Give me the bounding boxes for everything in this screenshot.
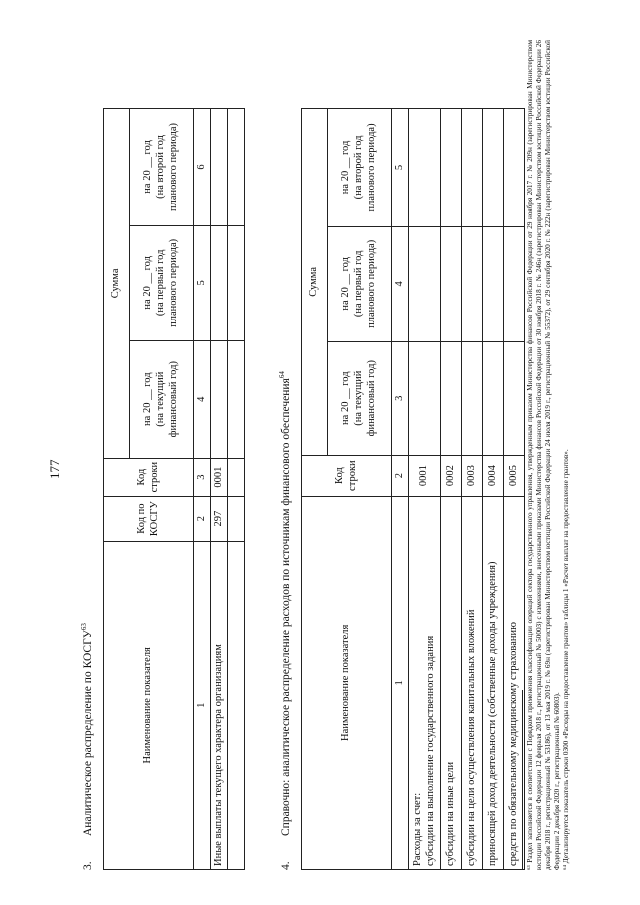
section4-number: 4. (279, 861, 292, 870)
row-kosgu: 297 (211, 496, 228, 541)
row-first-value (211, 225, 228, 340)
header-sum: Сумма (104, 109, 130, 459)
footnote-ref-64: 64 (278, 371, 286, 379)
row-name: субсидии на иные цели (441, 496, 462, 869)
table-row (211, 109, 228, 870)
section4-heading (278, 371, 292, 870)
column-number-row: 1 2 3 4 5 6 (194, 109, 211, 870)
row-code: 0001 (409, 455, 441, 496)
row-code: 0001 (211, 458, 228, 496)
section3-heading (80, 623, 94, 870)
row-name: приносящей доход деятельности (собственные доходы учреждения) (483, 496, 504, 869)
table-row (409, 109, 441, 870)
section3-number: 3. (81, 861, 94, 870)
footnote-63: ⁶³ Раздел заполняется в соответствии с Порядком применения классификации операций сектора государственного управления, утвержденным приказом Министерства финансов Российской Федерации от 29 ноября 2017 г. № 209н (зарегистрирован Министерством юстиции Российской Федерации 12 февраля 2018 г., регистрационный № 50003) с изменениями, внесенными приказами Министерства финансов Российской Федерации от 30 ноября 2018 г. № 246н (зарегистрирован Министерством юстиции Российской Федерации 26 декабря 2018 г., регистрационный № 53186), от 13 мая 2019 г. № 69н (зарегистрирован Министерством юстиции Российской Федерации 24 июля 2019 г., регистрационный № 55372), от 29 сентября 2020 г. № 222н (зарегистрирован Министерством юстиции Российской Федерации 2 декабря 2020 г., регистрационный № 60803). (526, 40, 561, 870)
header-first-plan-year: на 20 __ год (на первый год планового периода) (130, 225, 194, 340)
column-number-row: 1 2 3 4 5 (392, 109, 409, 870)
header-name: Наименование показателя (302, 496, 392, 869)
row-name: Иные выплаты текущего характера организациям (211, 541, 228, 869)
row-current-value (211, 340, 228, 458)
table-row-empty (228, 109, 245, 870)
header-row-code: Код строки (302, 455, 392, 496)
header-name: Наименование показателя (104, 541, 194, 869)
row-name: субсидии на цели осуществления капитальных вложений (462, 496, 483, 869)
header-row-code: Код строки (104, 458, 194, 496)
table-row (441, 109, 462, 870)
row-code: 0004 (483, 455, 504, 496)
row-second-value (211, 109, 228, 226)
row-code: 0003 (462, 455, 483, 496)
header-second-plan-year: на 20 __ год (на второй год планового периода) (328, 109, 392, 227)
row-code: 0005 (504, 455, 525, 496)
section3-title: Аналитическое распределение по КОСГУ (81, 630, 94, 836)
row-name: средств по обязательному медицинскому страхованию (504, 496, 525, 869)
header-second-plan-year: на 20 __ год (на второй год планового периода) (130, 109, 194, 226)
header-current-year: на 20 __ год (на текущий финансовый год) (328, 341, 392, 455)
page-number: 177 (47, 459, 62, 479)
kosgu-table (103, 108, 245, 870)
table-row (483, 109, 504, 870)
footnote-divider (522, 690, 523, 870)
header-kosgu: Код по КОСГУ (104, 496, 194, 541)
table-row (462, 109, 483, 870)
footnotes (526, 40, 571, 870)
header-current-year: на 20 __ год (на текущий финансовый год) (130, 340, 194, 458)
footnote-64: ⁶⁴ Детализируется показатель строки 0300 «Расходы на предоставление грантов» таблицы 1 «Расчет выплат на предоставление грантов». (562, 449, 570, 870)
footnote-ref-63: 63 (80, 623, 88, 631)
header-sum: Сумма (302, 109, 328, 456)
section4-title: Справочно: аналитическое распределение расходов по источникам финансового обеспечения (279, 378, 292, 836)
row-name: Расходы за счет: субсидии на выполнение государственного задания (409, 496, 441, 869)
row-code: 0002 (441, 455, 462, 496)
header-first-plan-year: на 20 __ год (на первый год планового периода) (328, 226, 392, 341)
sources-table (301, 108, 525, 870)
